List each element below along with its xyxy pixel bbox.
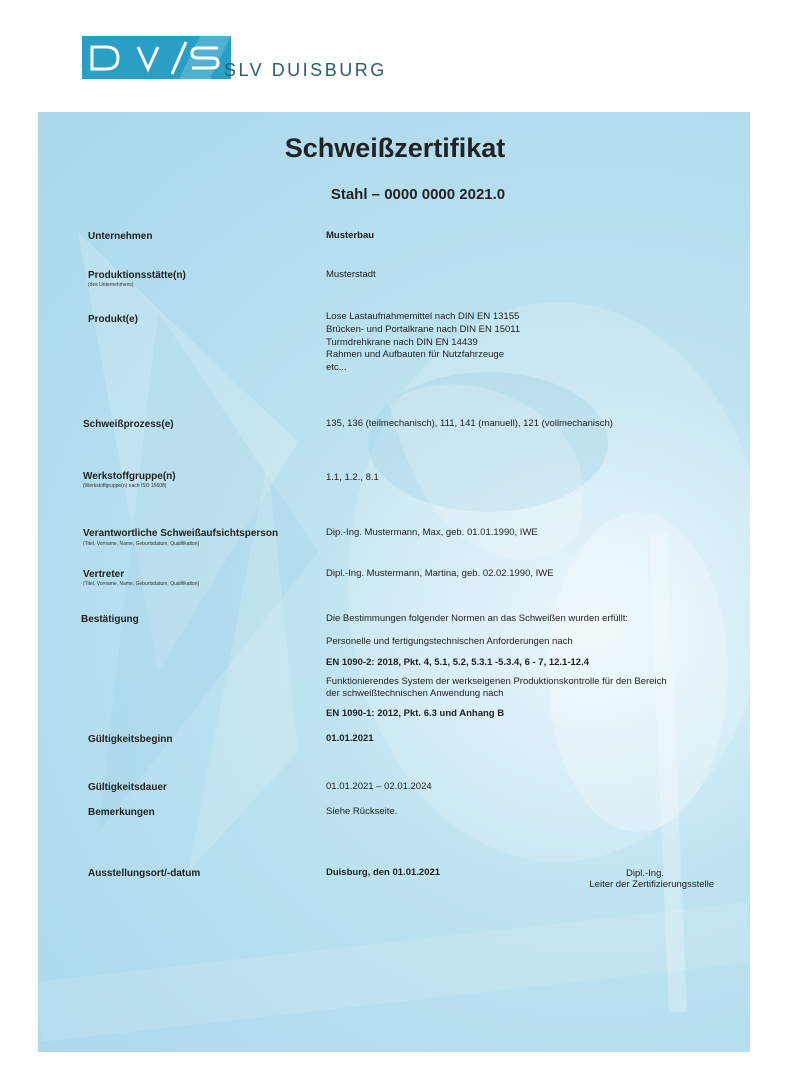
schweissprozess-value: 135, 136 (teilmechanisch), 111, 141 (manuell), 121 (vollmechanisch) — [326, 418, 613, 429]
gueltigkeitsdauer-value: 01.01.2021 – 02.01.2024 — [326, 781, 432, 792]
bestaetigung-norm: EN 1090-1: 2012, Pkt. 6.3 und Anhang B — [326, 708, 505, 719]
gueltigkeitsdauer-label: Gültigkeitsdauer — [88, 782, 167, 793]
produkt-item: etc... — [326, 362, 347, 373]
vertreter-label: Vertreter — [83, 569, 125, 580]
gueltigkeitsbeginn-value: 01.01.2021 — [326, 733, 374, 744]
produktionsstaette-sub: (des Unternehmens) — [88, 282, 134, 288]
produkt-item: Rahmen und Aufbauten für Nutzfahrzeuge — [326, 349, 504, 360]
vertreter-value: Dipl.-Ing. Mustermann, Martina, geb. 02.02.1990, IWE — [326, 568, 554, 579]
produkt-label: Produkt(e) — [88, 314, 138, 325]
aufsichtsperson-sub: (Titel, Vorname, Name, Geburtsdatum, Qualifikation) — [83, 541, 200, 547]
produkt-item: Turmdrehkrane nach DIN EN 14439 — [326, 337, 478, 348]
werkstoffgruppe-label: Werkstoffgruppe(n) — [83, 471, 176, 482]
werkstoffgruppe-value: 1.1, 1.2., 8.1 — [326, 472, 379, 483]
bemerkungen-label: Bemerkungen — [88, 807, 155, 818]
certificate-title: Schweißzertifikat — [284, 133, 506, 163]
gueltigkeitsbeginn-label: Gültigkeitsbeginn — [88, 734, 173, 745]
bestaetigung-line: Personelle und fertigungstechnischen Anforderungen nach — [326, 636, 573, 647]
unternehmen-value: Musterbau — [326, 230, 375, 241]
bestaetigung-line: Funktionierendes System der werkseigenen Produktionskontrolle für den Bereich — [326, 676, 667, 687]
unternehmen-label: Unternehmen — [88, 231, 153, 242]
aufsichtsperson-label: Verantwortliche Schweißaufsichtsperson — [83, 528, 279, 539]
certificate-number: Stahl – 0000 0000 2021.0 — [330, 186, 506, 203]
bestaetigung-line: Die Bestimmungen folgender Normen an das Schweißen wurden erfüllt: — [326, 613, 629, 624]
bestaetigung-label: Bestätigung — [81, 614, 139, 625]
bestaetigung-line: der schweißtechnischen Anwendung nach — [326, 688, 504, 699]
produkt-item: Brücken- und Portalkrane nach DIN EN 15011 — [326, 324, 521, 335]
werkstoffgruppe-sub: (Werkstoffgruppe(n) nach ISO 15608) — [83, 483, 167, 489]
produktionsstaette-label: Produktionsstätte(n) — [88, 270, 186, 281]
bestaetigung-norm: EN 1090-2: 2018, Pkt. 4, 5.1, 5.2, 5.3.1 -5.3.4, 6 - 7, 12.1-12.4 — [326, 657, 589, 668]
ausstellung-label: Ausstellungsort/-datum — [88, 868, 201, 879]
signature-title: Dipl.-Ing. — [625, 868, 664, 879]
aufsichtsperson-value: Dip.-Ing. Mustermann, Max, geb. 01.01.1990, IWE — [326, 527, 538, 538]
produktionsstaette-value: Musterstadt — [326, 269, 376, 280]
logo-name: SLV DUISBURG — [224, 60, 387, 80]
schweissprozess-label: Schweißprozess(e) — [83, 419, 174, 430]
vertreter-sub: (Titel, Vorname, Name, Geburtsdatum, Qualifikation) — [83, 581, 200, 587]
signature-role: Leiter der Zertifizierungsstelle — [589, 879, 714, 890]
produkt-item: Lose Lastaufnahmemittel nach DIN EN 13155 — [326, 311, 520, 322]
ausstellung-value: Duisburg, den 01.01.2021 — [326, 867, 441, 878]
bemerkungen-value: Siehe Rückseite. — [326, 806, 398, 817]
dvs-logo-mark — [82, 36, 231, 79]
